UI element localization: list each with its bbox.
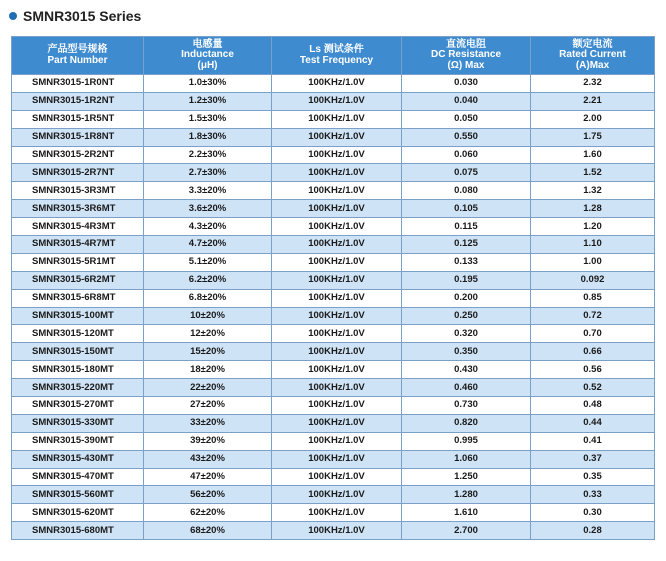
table-row [12,253,655,271]
header-rated-current [531,37,655,75]
rated-current-cell: 1.10 [531,236,655,254]
spec-table [11,36,655,540]
part-number-cell: SMNR3015-4R3MT [12,218,144,236]
header-dc-resistance [402,37,531,75]
header-unit: (μH) [197,59,218,71]
part-number-cell: SMNR3015-3R6MT [12,200,144,218]
inductance-cell: 22±20% [144,379,272,397]
dc-resistance-cell: 0.995 [402,432,531,450]
part-number-cell: SMNR3015-620MT [12,504,144,522]
table-row [12,75,655,93]
table-row [12,271,655,289]
test-frequency-cell: 100KHz/1.0V [272,504,402,522]
part-number-cell: SMNR3015-330MT [12,414,144,432]
inductance-cell: 10±20% [144,307,272,325]
table-row [12,468,655,486]
table-header-row [12,37,655,75]
dc-resistance-cell: 0.125 [402,236,531,254]
header-test-frequency [272,37,402,75]
table-body [12,75,655,540]
inductance-cell: 4.3±20% [144,218,272,236]
header-en: Inductance [181,49,234,61]
part-number-cell: SMNR3015-6R8MT [12,289,144,307]
rated-current-cell: 2.21 [531,92,655,110]
part-number-cell: SMNR3015-150MT [12,343,144,361]
inductance-cell: 5.1±20% [144,253,272,271]
table-row [12,414,655,432]
dc-resistance-cell: 0.320 [402,325,531,343]
part-number-cell: SMNR3015-100MT [12,307,144,325]
part-number-cell: SMNR3015-430MT [12,450,144,468]
part-number-cell: SMNR3015-120MT [12,325,144,343]
rated-current-cell: 1.00 [531,253,655,271]
table-row [12,361,655,379]
header-cn: 额定电流 [572,38,613,50]
dc-resistance-cell: 0.550 [402,128,531,146]
inductance-cell: 18±20% [144,361,272,379]
header-en: DC Resistance [430,49,502,61]
test-frequency-cell: 100KHz/1.0V [272,343,402,361]
rated-current-cell: 0.85 [531,289,655,307]
part-number-cell: SMNR3015-5R1MT [12,253,144,271]
header-inductance [144,37,272,75]
section-title: SMNR3015 Series [23,8,142,24]
header-cn: 电感量 [192,38,223,50]
rated-current-cell: 1.20 [531,218,655,236]
part-number-cell: SMNR3015-1R2NT [12,92,144,110]
inductance-cell: 1.5±30% [144,110,272,128]
part-number-cell: SMNR3015-180MT [12,361,144,379]
inductance-cell: 62±20% [144,504,272,522]
rated-current-cell: 1.60 [531,146,655,164]
table-row [12,110,655,128]
dc-resistance-cell: 1.280 [402,486,531,504]
table-row [12,128,655,146]
inductance-cell: 6.2±20% [144,271,272,289]
dc-resistance-cell: 1.060 [402,450,531,468]
rated-current-cell: 0.70 [531,325,655,343]
dc-resistance-cell: 1.250 [402,468,531,486]
header-unit: (Ω) Max [447,59,485,71]
dc-resistance-cell: 0.730 [402,397,531,415]
part-number-cell: SMNR3015-470MT [12,468,144,486]
test-frequency-cell: 100KHz/1.0V [272,75,402,93]
test-frequency-cell: 100KHz/1.0V [272,379,402,397]
test-frequency-cell: 100KHz/1.0V [272,182,402,200]
inductance-cell: 56±20% [144,486,272,504]
part-number-cell: SMNR3015-1R5NT [12,110,144,128]
rated-current-cell: 0.72 [531,307,655,325]
rated-current-cell: 1.28 [531,200,655,218]
test-frequency-cell: 100KHz/1.0V [272,128,402,146]
table-row [12,289,655,307]
part-number-cell: SMNR3015-680MT [12,522,144,540]
dc-resistance-cell: 0.030 [402,75,531,93]
table-row [12,218,655,236]
test-frequency-cell: 100KHz/1.0V [272,468,402,486]
part-number-cell: SMNR3015-2R7NT [12,164,144,182]
table-row [12,182,655,200]
part-number-cell: SMNR3015-3R3MT [12,182,144,200]
inductance-cell: 39±20% [144,432,272,450]
rated-current-cell: 0.52 [531,379,655,397]
test-frequency-cell: 100KHz/1.0V [272,146,402,164]
inductance-cell: 12±20% [144,325,272,343]
inductance-cell: 2.2±30% [144,146,272,164]
rated-current-cell: 0.37 [531,450,655,468]
header-unit: (A)Max [575,59,610,71]
rated-current-cell: 1.32 [531,182,655,200]
inductance-cell: 3.6±20% [144,200,272,218]
rated-current-cell: 2.32 [531,75,655,93]
header-en: Rated Current [559,49,626,61]
inductance-cell: 1.2±30% [144,92,272,110]
section-heading [9,6,141,26]
test-frequency-cell: 100KHz/1.0V [272,200,402,218]
header-part-number [12,37,144,75]
table-row [12,307,655,325]
inductance-cell: 33±20% [144,414,272,432]
dc-resistance-cell: 2.700 [402,522,531,540]
test-frequency-cell: 100KHz/1.0V [272,110,402,128]
inductance-cell: 47±20% [144,468,272,486]
inductance-cell: 1.0±30% [144,75,272,93]
inductance-cell: 27±20% [144,397,272,415]
dc-resistance-cell: 0.460 [402,379,531,397]
rated-current-cell: 1.52 [531,164,655,182]
header-cn: Ls 测试条件 [309,44,364,55]
table-row [12,236,655,254]
table-row [12,200,655,218]
test-frequency-cell: 100KHz/1.0V [272,450,402,468]
dc-resistance-cell: 0.200 [402,289,531,307]
test-frequency-cell: 100KHz/1.0V [272,486,402,504]
dc-resistance-cell: 0.350 [402,343,531,361]
dc-resistance-cell: 0.430 [402,361,531,379]
rated-current-cell: 1.75 [531,128,655,146]
inductance-cell: 1.8±30% [144,128,272,146]
dc-resistance-cell: 0.115 [402,218,531,236]
dc-resistance-cell: 0.133 [402,253,531,271]
table-row [12,164,655,182]
rated-current-cell: 0.41 [531,432,655,450]
table-row [12,379,655,397]
test-frequency-cell: 100KHz/1.0V [272,271,402,289]
inductance-cell: 6.8±20% [144,289,272,307]
part-number-cell: SMNR3015-6R2MT [12,271,144,289]
rated-current-cell: 2.00 [531,110,655,128]
rated-current-cell: 0.35 [531,468,655,486]
test-frequency-cell: 100KHz/1.0V [272,325,402,343]
part-number-cell: SMNR3015-1R0NT [12,75,144,93]
test-frequency-cell: 100KHz/1.0V [272,432,402,450]
test-frequency-cell: 100KHz/1.0V [272,289,402,307]
dc-resistance-cell: 0.195 [402,271,531,289]
dc-resistance-cell: 0.050 [402,110,531,128]
part-number-cell: SMNR3015-270MT [12,397,144,415]
part-number-cell: SMNR3015-1R8NT [12,128,144,146]
rated-current-cell: 0.48 [531,397,655,415]
rated-current-cell: 0.66 [531,343,655,361]
dc-resistance-cell: 0.060 [402,146,531,164]
table-row [12,92,655,110]
dc-resistance-cell: 1.610 [402,504,531,522]
test-frequency-cell: 100KHz/1.0V [272,397,402,415]
rated-current-cell: 0.28 [531,522,655,540]
rated-current-cell: 0.33 [531,486,655,504]
rated-current-cell: 0.092 [531,271,655,289]
rated-current-cell: 0.44 [531,414,655,432]
table-row [12,450,655,468]
table-row [12,325,655,343]
test-frequency-cell: 100KHz/1.0V [272,253,402,271]
part-number-cell: SMNR3015-4R7MT [12,236,144,254]
header-en: Test Frequency [299,54,374,66]
bullet-icon [9,12,17,20]
dc-resistance-cell: 0.250 [402,307,531,325]
test-frequency-cell: 100KHz/1.0V [272,164,402,182]
dc-resistance-cell: 0.080 [402,182,531,200]
dc-resistance-cell: 0.820 [402,414,531,432]
test-frequency-cell: 100KHz/1.0V [272,414,402,432]
inductance-cell: 15±20% [144,343,272,361]
inductance-cell: 43±20% [144,450,272,468]
test-frequency-cell: 100KHz/1.0V [272,236,402,254]
header-cn: 直流电阻 [446,38,486,50]
inductance-cell: 4.7±20% [144,236,272,254]
part-number-cell: SMNR3015-220MT [12,379,144,397]
table-row [12,432,655,450]
part-number-cell: SMNR3015-390MT [12,432,144,450]
part-number-cell: SMNR3015-2R2NT [12,146,144,164]
test-frequency-cell: 100KHz/1.0V [272,307,402,325]
header-cn: 产品型号规格 [47,44,108,55]
dc-resistance-cell: 0.040 [402,92,531,110]
rated-current-cell: 0.30 [531,504,655,522]
inductance-cell: 2.7±30% [144,164,272,182]
inductance-cell: 3.3±20% [144,182,272,200]
table-row [12,343,655,361]
dc-resistance-cell: 0.105 [402,200,531,218]
dc-resistance-cell: 0.075 [402,164,531,182]
table-row [12,486,655,504]
inductance-cell: 68±20% [144,522,272,540]
test-frequency-cell: 100KHz/1.0V [272,361,402,379]
table-row [12,522,655,540]
test-frequency-cell: 100KHz/1.0V [272,522,402,540]
test-frequency-cell: 100KHz/1.0V [272,218,402,236]
table-row [12,397,655,415]
part-number-cell: SMNR3015-560MT [12,486,144,504]
rated-current-cell: 0.56 [531,361,655,379]
table-row [12,146,655,164]
table-row [12,504,655,522]
test-frequency-cell: 100KHz/1.0V [272,92,402,110]
header-en: Part Number [47,54,108,66]
